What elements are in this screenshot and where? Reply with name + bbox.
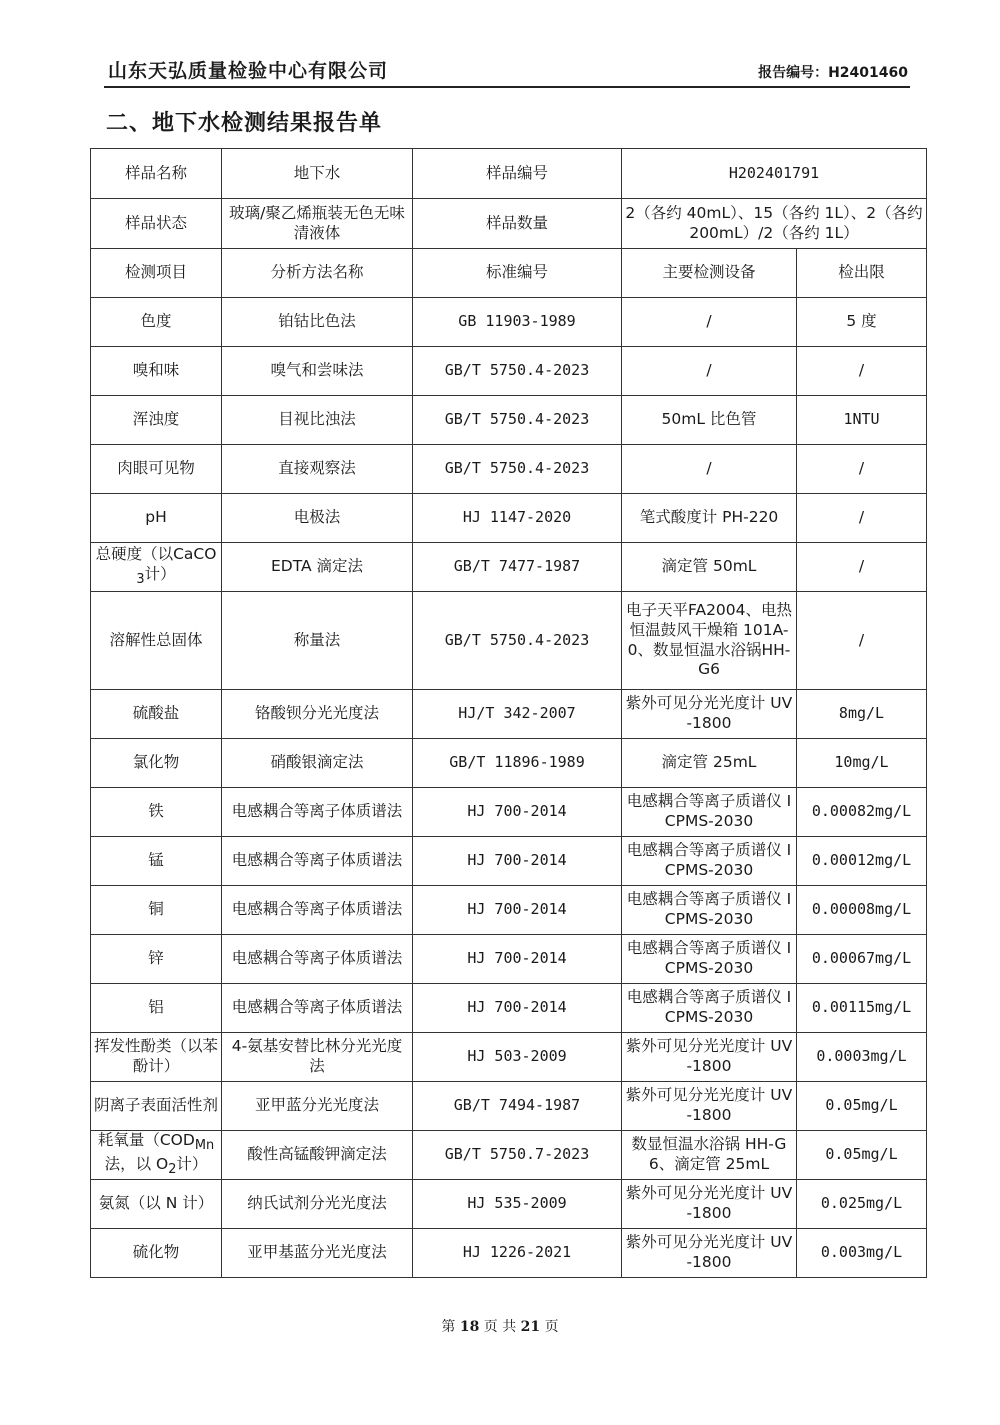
col-header-item: 检测项目 [91, 249, 222, 298]
cell-item: 溶解性总固体 [91, 592, 222, 690]
sample-state-label: 样品状态 [91, 199, 222, 249]
table-row [91, 494, 927, 543]
cell-method: EDTA 滴定法 [222, 543, 413, 592]
header-divider [104, 86, 910, 88]
cell-limit: / [797, 592, 927, 690]
sample-name-label: 样品名称 [91, 149, 222, 199]
table-row [91, 1033, 927, 1082]
footer-page: 18 [459, 1319, 480, 1335]
cell-limit: 0.025mg/L [797, 1180, 927, 1229]
cell-equipment: / [622, 298, 797, 347]
column-header-row [91, 249, 927, 298]
cell-equipment: 紫外可见分光光度计 UV-1800 [622, 1180, 797, 1229]
sample-qty-value: 2（各约 40mL）、15（各约 1L）、2（各约 200mL）/2（各约 1L） [622, 199, 927, 249]
cell-standard: GB/T 5750.4-2023 [413, 347, 622, 396]
sample-qty-label: 样品数量 [413, 199, 622, 249]
cell-standard: HJ 1226-2021 [413, 1229, 622, 1278]
cell-item: pH [91, 494, 222, 543]
cell-equipment: 笔式酸度计 PH-220 [622, 494, 797, 543]
cell-limit: 1NTU [797, 396, 927, 445]
info-row-state [91, 199, 927, 249]
cell-standard: GB/T 7494-1987 [413, 1082, 622, 1131]
footer-suffix: 页 [544, 1319, 559, 1335]
results-table [90, 148, 927, 1278]
cell-limit: 8mg/L [797, 690, 927, 739]
cell-standard: GB/T 11896-1989 [413, 739, 622, 788]
table-row [91, 1229, 927, 1278]
cell-method: 亚甲基蓝分光光度法 [222, 1229, 413, 1278]
cell-item: 硫酸盐 [91, 690, 222, 739]
report-number [758, 62, 908, 82]
cell-limit: 0.00012mg/L [797, 837, 927, 886]
cell-equipment: 电感耦合等离子质谱仪 ICPMS-2030 [622, 788, 797, 837]
cell-item: 锌 [91, 935, 222, 984]
cell-standard: GB/T 7477-1987 [413, 543, 622, 592]
results-body [91, 149, 927, 1278]
cell-standard: HJ 700-2014 [413, 935, 622, 984]
cell-equipment: 滴定管 25mL [622, 739, 797, 788]
hardness-post: 计） [144, 565, 176, 584]
table-row [91, 1082, 927, 1131]
cell-method: 电感耦合等离子体质谱法 [222, 984, 413, 1033]
table-row [91, 396, 927, 445]
col-header-method: 分析方法名称 [222, 249, 413, 298]
cell-standard: HJ 503-2009 [413, 1033, 622, 1082]
cell-equipment: 电感耦合等离子质谱仪 ICPMS-2030 [622, 984, 797, 1033]
cell-limit: 0.05mg/L [797, 1131, 927, 1180]
cell-method: 亚甲蓝分光光度法 [222, 1082, 413, 1131]
cell-limit: 0.00067mg/L [797, 935, 927, 984]
cell-limit: / [797, 543, 927, 592]
cell-equipment: 紫外可见分光光度计 UV-1800 [622, 1033, 797, 1082]
cell-limit: / [797, 445, 927, 494]
cod-mid: 法，以 O [104, 1155, 169, 1173]
cell-limit: 0.00082mg/L [797, 788, 927, 837]
cell-limit: 10mg/L [797, 739, 927, 788]
table-row [91, 837, 927, 886]
cell-limit: 0.00008mg/L [797, 886, 927, 935]
cell-standard: HJ/T 342-2007 [413, 690, 622, 739]
cell-method: 电感耦合等离子体质谱法 [222, 788, 413, 837]
cell-method: 目视比浊法 [222, 396, 413, 445]
col-header-equipment: 主要检测设备 [622, 249, 797, 298]
table-row [91, 592, 927, 690]
hardness-chem: CaCO [173, 545, 217, 564]
hardness-sub: 3 [136, 572, 145, 588]
sample-name-value: 地下水 [222, 149, 413, 199]
cell-item: 浑浊度 [91, 396, 222, 445]
cell-standard: GB/T 5750.4-2023 [413, 445, 622, 494]
table-row [91, 739, 927, 788]
cod-post: 计） [176, 1155, 208, 1173]
report-number-value: H2401460 [828, 65, 908, 81]
cell-item: 阴离子表面活性剂 [91, 1082, 222, 1131]
cell-equipment: / [622, 445, 797, 494]
cell-method: 嗅气和尝味法 [222, 347, 413, 396]
cell-limit: 0.003mg/L [797, 1229, 927, 1278]
cell-standard: HJ 700-2014 [413, 788, 622, 837]
cell-item: 锰 [91, 837, 222, 886]
cell-standard: HJ 1147-2020 [413, 494, 622, 543]
col-header-standard: 标准编号 [413, 249, 622, 298]
cell-item: 铝 [91, 984, 222, 1033]
cell-method: 电感耦合等离子体质谱法 [222, 886, 413, 935]
table-row [91, 543, 927, 592]
cell-method: 电感耦合等离子体质谱法 [222, 837, 413, 886]
cell-equipment: / [622, 347, 797, 396]
cell-standard: GB 11903-1989 [413, 298, 622, 347]
cell-item: 铜 [91, 886, 222, 935]
cell-equipment: 紫外可见分光光度计 UV-1800 [622, 1082, 797, 1131]
cell-item: 色度 [91, 298, 222, 347]
cell-standard: HJ 700-2014 [413, 984, 622, 1033]
cell-item-hardness [91, 543, 222, 592]
report-number-label: 报告编号： [758, 65, 829, 81]
cell-method: 铬酸钡分光光度法 [222, 690, 413, 739]
footer-total: 21 [520, 1319, 541, 1335]
cell-method: 电极法 [222, 494, 413, 543]
table-row [91, 1131, 927, 1180]
footer-prefix: 第 [441, 1319, 456, 1335]
hardness-pre: 总硬度（以 [95, 545, 174, 564]
cell-equipment: 紫外可见分光光度计 UV-1800 [622, 690, 797, 739]
cell-item: 铁 [91, 788, 222, 837]
cell-item: 嗅和味 [91, 347, 222, 396]
cell-equipment: 电感耦合等离子质谱仪 ICPMS-2030 [622, 837, 797, 886]
cell-item: 氯化物 [91, 739, 222, 788]
table-row [91, 690, 927, 739]
cell-method: 纳氏试剂分光光度法 [222, 1180, 413, 1229]
info-row-name [91, 149, 927, 199]
sample-no-value: H202401791 [622, 149, 927, 199]
table-row [91, 935, 927, 984]
cell-method: 4-氨基安替比林分光光度法 [222, 1033, 413, 1082]
cell-equipment: 紫外可见分光光度计 UV-1800 [622, 1229, 797, 1278]
cell-method: 硝酸银滴定法 [222, 739, 413, 788]
cell-standard: GB/T 5750.7-2023 [413, 1131, 622, 1180]
cell-limit: 5 度 [797, 298, 927, 347]
cell-standard: HJ 700-2014 [413, 837, 622, 886]
cell-equipment: 电感耦合等离子质谱仪 ICPMS-2030 [622, 935, 797, 984]
cell-method: 直接观察法 [222, 445, 413, 494]
table-row [91, 788, 927, 837]
sample-state-value: 玻璃/聚乙烯瓶装无色无味清液体 [222, 199, 413, 249]
cell-limit: / [797, 494, 927, 543]
cell-item: 肉眼可见物 [91, 445, 222, 494]
table-row [91, 347, 927, 396]
cell-method: 称量法 [222, 592, 413, 690]
cell-equipment: 电感耦合等离子质谱仪 ICPMS-2030 [622, 886, 797, 935]
section-title: 二、地下水检测结果报告单 [106, 111, 383, 136]
footer-mid: 页 共 [483, 1319, 517, 1335]
table-row [91, 1180, 927, 1229]
cell-standard: HJ 535-2009 [413, 1180, 622, 1229]
cell-item-cod [91, 1131, 222, 1180]
cell-limit: 0.05mg/L [797, 1082, 927, 1131]
table-row [91, 886, 927, 935]
cell-equipment: 电子天平FA2004、电热恒温鼓风干燥箱 101A-0、数显恒温水浴锅HH-G6 [622, 592, 797, 690]
cell-standard: GB/T 5750.4-2023 [413, 396, 622, 445]
cell-equipment: 50mL 比色管 [622, 396, 797, 445]
cell-standard: GB/T 5750.4-2023 [413, 592, 622, 690]
company-name: 山东天弘质量检验中心有限公司 [108, 60, 389, 82]
cell-equipment: 滴定管 50mL [622, 543, 797, 592]
cell-limit: / [797, 347, 927, 396]
cell-item: 挥发性酚类（以苯酚计） [91, 1033, 222, 1082]
cell-limit: 0.0003mg/L [797, 1033, 927, 1082]
cell-method: 电感耦合等离子体质谱法 [222, 935, 413, 984]
cell-standard: HJ 700-2014 [413, 886, 622, 935]
table-row [91, 984, 927, 1033]
cell-item: 硫化物 [91, 1229, 222, 1278]
cell-equipment: 数显恒温水浴锅 HH-G6、滴定管 25mL [622, 1131, 797, 1180]
cell-method: 铂钴比色法 [222, 298, 413, 347]
cell-method: 酸性高锰酸钾滴定法 [222, 1131, 413, 1180]
cod-sub2: 2 [168, 1162, 177, 1178]
cod-sub: Mn [194, 1138, 215, 1154]
sample-no-label: 样品编号 [413, 149, 622, 199]
table-row [91, 298, 927, 347]
cod-pre: 耗氧量（COD [97, 1131, 195, 1150]
col-header-limit: 检出限 [797, 249, 927, 298]
cell-limit: 0.00115mg/L [797, 984, 927, 1033]
page-footer [0, 1316, 1000, 1336]
table-row [91, 445, 927, 494]
cell-item: 氨氮（以 N 计） [91, 1180, 222, 1229]
